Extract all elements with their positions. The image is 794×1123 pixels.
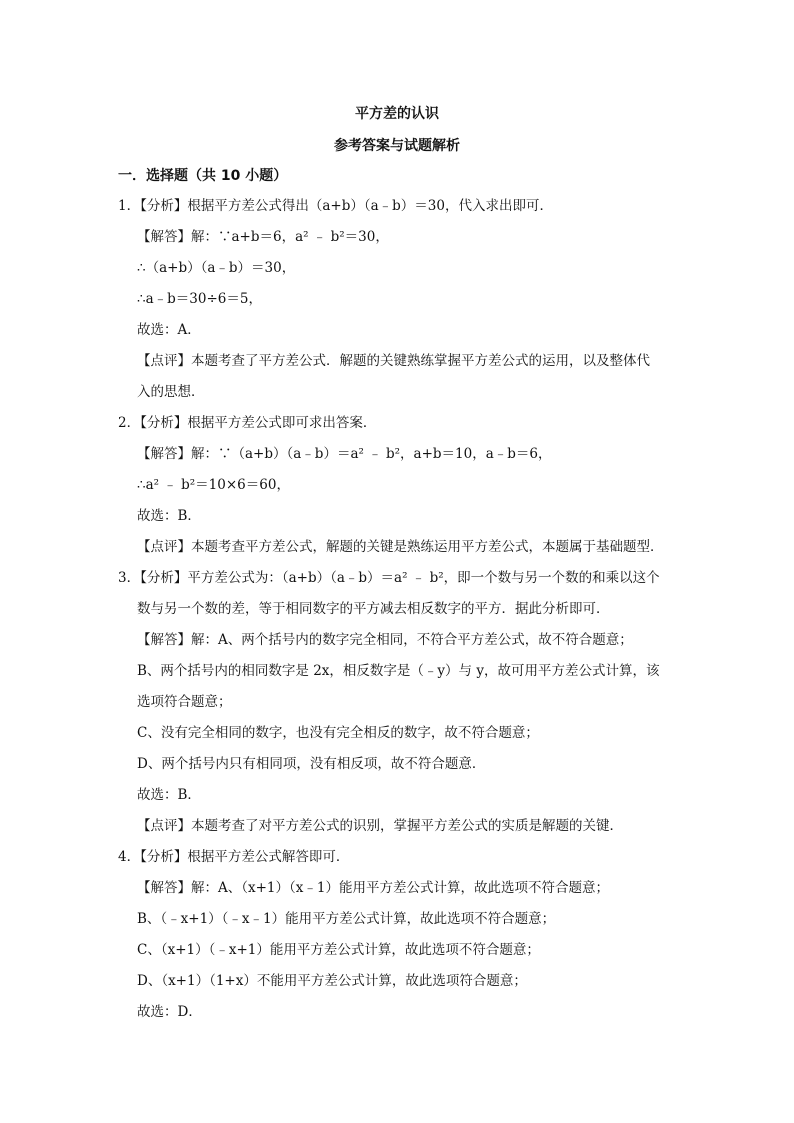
q4-answer: 故选：D． (137, 1004, 202, 1020)
q1-answer: 故选：A． (137, 322, 201, 338)
q3-option-c: C、没有完全相同的数字，也没有完全相反的数字，故不符合题意； (137, 725, 539, 741)
q2-comment: 【点评】本题考查平方差公式，解题的关键是熟练运用平方差公式，本题属于基础题型． (137, 539, 664, 555)
q2-analysis: 2．【分析】根据平方差公式即可求出答案． (118, 415, 377, 431)
q3-comment: 【点评】本题考查了对平方差公式的识别，掌握平方差公式的实质是解题的关键． (137, 818, 623, 834)
q3-solution: 【解答】解：A、两个括号内的数字完全相同，不符合平方差公式，故不符合题意； (137, 632, 633, 648)
section-heading: 一．选择题（共 10 小题） (118, 168, 288, 184)
q4-option-c: C、（x+1）（﹣x+1）能用平方差公式计算，故此选项不符合题意； (137, 942, 540, 958)
q1-comment-cont: 入的思想． (137, 384, 205, 400)
q4-solution: 【解答】解：A、（x+1）（x﹣1）能用平方差公式计算，故此选项不符合题意； (137, 880, 609, 896)
q4-option-b: B、（﹣x+1）（﹣x﹣1）能用平方差公式计算，故此选项不符合题意； (137, 911, 556, 927)
q4-analysis: 4．【分析】根据平方差公式解答即可． (118, 849, 350, 865)
q3-option-b-cont: 选项符合题意； (137, 694, 232, 710)
q1-solution: 【解答】解：∵a+b＝6，a² ﹣ b²＝30， (137, 229, 389, 245)
q3-option-d: D、两个括号内只有相同项，没有相反项，故不符合题意． (137, 756, 486, 772)
q3-option-b: B、两个括号内的相同数字是 2x，相反数字是（﹣y）与 y，故可用平方差公式计算，该 (137, 663, 660, 679)
q2-step-1: ∴a² ﹣ b²＝10×6＝60， (137, 477, 290, 493)
q3-analysis-cont: 数与另一个数的差，等于相同数字的平方减去相反数字的平方．据此分析即可． (137, 601, 610, 617)
q4-option-d: D、（x+1）（1+x）不能用平方差公式计算，故此选项符合题意； (137, 973, 527, 989)
q1-step-2: ∴a﹣b＝30÷6＝5， (137, 291, 262, 307)
q2-solution: 【解答】解：∵（a+b）（a﹣b）＝a² ﹣ b²，a+b＝10，a﹣b＝6， (137, 446, 552, 462)
page-title: 平方差的认识 (355, 106, 439, 122)
q1-analysis: 1．【分析】根据平方差公式得出（a+b）（a﹣b）＝30，代入求出即可． (118, 198, 553, 214)
q1-step-1: ∴（a+b）（a﹣b）＝30， (137, 260, 296, 276)
page-subtitle: 参考答案与试题解析 (334, 138, 460, 154)
q3-answer: 故选：B． (137, 787, 201, 803)
q1-comment: 【点评】本题考查了平方差公式．解题的关键熟练掌握平方差公式的运用，以及整体代 (137, 353, 650, 369)
q2-answer: 故选：B． (137, 508, 201, 524)
q3-analysis: 3．【分析】平方差公式为：（a+b）（a﹣b）＝a² ﹣ b²，即一个数与另一个数的和乘以这个 (118, 570, 660, 586)
